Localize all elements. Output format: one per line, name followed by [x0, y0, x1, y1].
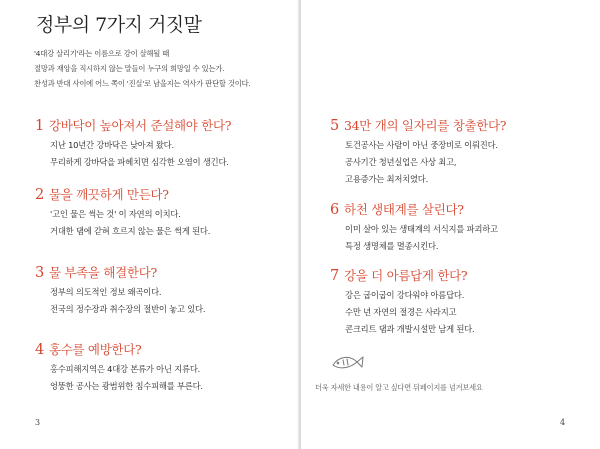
lie-number: 7: [330, 268, 339, 284]
lie-title: 34만 개의 일자리를 창출한다?: [343, 118, 507, 133]
lie-body: [345, 287, 474, 338]
lie-number: 1: [35, 118, 44, 134]
lie-number: 6: [330, 202, 339, 218]
lie-title: 강을 더 아름답게 한다?: [343, 268, 468, 283]
lie-item-6: [330, 200, 498, 255]
intro-line: '4대강 살리기'라는 이름으로 강이 살해될 때: [34, 49, 170, 58]
lie-title: 홍수를 예방한다?: [48, 342, 142, 357]
page-number-right: 4: [560, 418, 566, 427]
lie-line: 강은 굽이굽이 강다워야 아름답다.: [345, 290, 465, 300]
lie-body: [50, 361, 203, 395]
intro-text: [34, 46, 294, 91]
lie-heading: [35, 263, 205, 281]
lie-title: 물을 깨끗하게 만든다?: [48, 187, 169, 202]
lie-item-1: [35, 116, 231, 171]
lie-body: [50, 206, 210, 240]
lie-heading: [330, 266, 474, 284]
lie-number: 4: [35, 342, 44, 358]
lie-line: 콘크리트 댐과 개발시설만 남게 된다.: [345, 324, 475, 334]
fish-icon: [330, 352, 364, 374]
lie-heading: [35, 185, 210, 203]
lie-body: [50, 284, 205, 318]
lie-line: 고용증가는 최저치였다.: [345, 174, 429, 184]
lie-heading: [35, 340, 203, 358]
lie-item-7: [330, 266, 474, 338]
intro-line: 절망과 재앙을 직시하지 않는 말들이 누구의 희망일 수 있는가.: [34, 64, 225, 73]
lie-body: [345, 137, 506, 188]
lie-item-5: [330, 116, 506, 188]
lie-item-3: [35, 263, 205, 318]
lie-line: 엉뚱한 공사는 광범위한 침수피해를 부른다.: [50, 381, 203, 391]
intro-line: 찬성과 반대 사이에 어느 쪽이 '진실'로 남을지는 역사가 판단할 것이다.: [34, 79, 251, 88]
lie-line: 공사기간 청년실업은 사상 최고,: [345, 157, 457, 167]
right-page: [301, 0, 600, 449]
lie-heading: [35, 116, 231, 134]
lie-item-2: [35, 185, 210, 240]
lie-body: [50, 137, 231, 171]
lie-line: '고인 물은 썩는 것' 이 자연의 이치다.: [50, 209, 181, 219]
lie-number: 2: [35, 187, 44, 203]
lie-title: 강바닥이 높아져서 준설해야 한다?: [48, 118, 232, 133]
lie-line: 홍수피해지역은 4대강 본류가 아닌 지류다.: [50, 364, 201, 374]
lie-title: 물 부족을 해결한다?: [48, 265, 157, 280]
lie-heading: [330, 200, 498, 218]
left-page: [0, 0, 299, 449]
footer-note: 더욱 자세한 내용이 알고 싶다면 뒤페이지를 넘겨보세요: [315, 383, 483, 392]
lie-line: 수만 년 자연의 절경은 사라지고: [345, 307, 457, 317]
lie-number: 5: [330, 118, 339, 134]
lie-number: 3: [35, 265, 44, 281]
lie-body: [345, 221, 498, 255]
page-title: 정부의 7가지 거짓말: [36, 14, 202, 36]
page-number-left: 3: [35, 418, 41, 427]
lie-heading: [330, 116, 506, 134]
lie-line: 지난 10년간 강바닥은 낮아져 왔다.: [50, 140, 174, 150]
lie-line: 정부의 의도적인 정보 왜곡이다.: [50, 287, 162, 297]
lie-line: 무리하게 강바닥을 파헤치면 심각한 오염이 생긴다.: [50, 157, 229, 167]
lie-title: 하천 생태계를 살린다?: [343, 202, 464, 217]
lie-line: 토건공사는 사람이 아닌 중장비로 이뤄진다.: [345, 140, 498, 150]
lie-line: 거대한 댐에 갇혀 흐르지 않는 물은 썩게 된다.: [50, 226, 211, 236]
lie-item-4: [35, 340, 203, 395]
lie-line: 전국의 정수장과 취수장의 절반이 놓고 있다.: [50, 304, 206, 314]
lie-line: 특정 생명체를 멸종시킨다.: [345, 241, 439, 251]
lie-line: 이미 살아 있는 생태계의 서식지를 파괴하고: [345, 224, 498, 234]
